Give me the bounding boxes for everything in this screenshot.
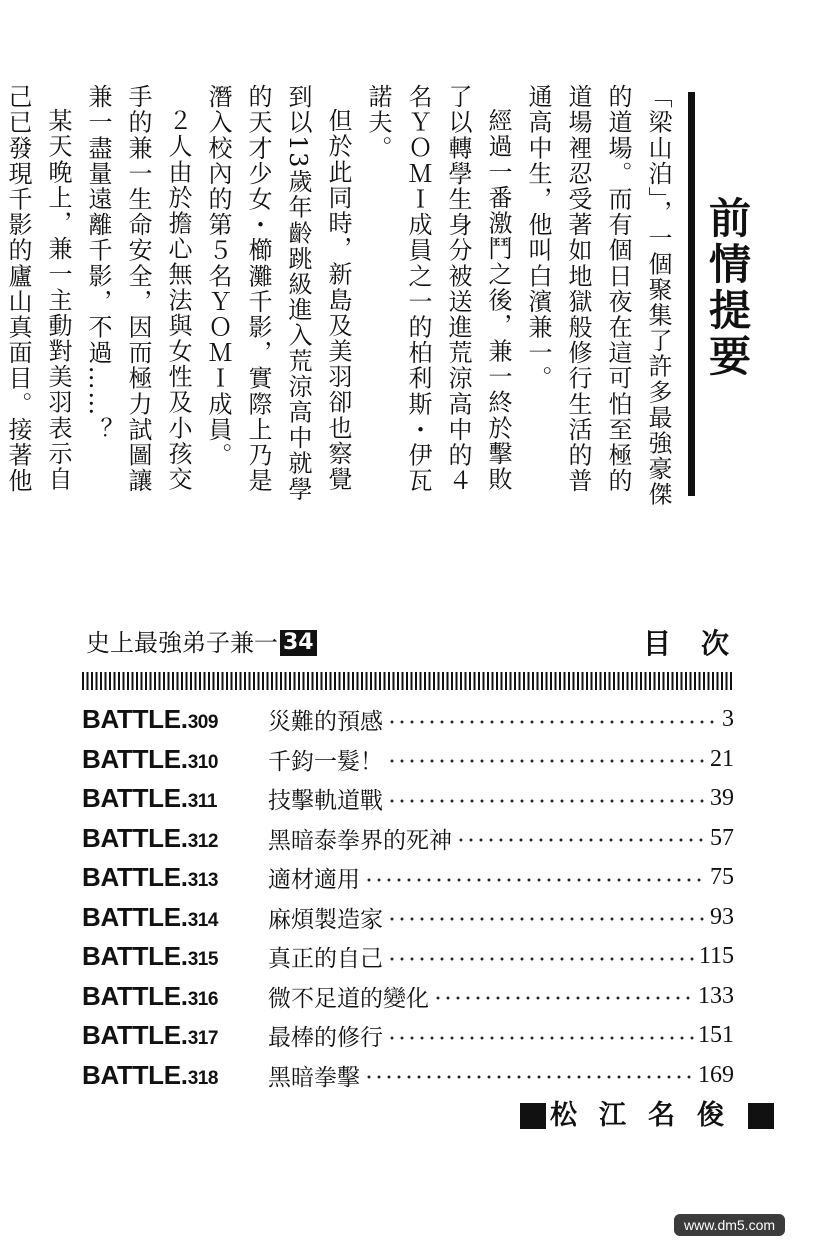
battle-label: BATTLE. [82, 941, 188, 972]
page-number: 75 [710, 864, 734, 891]
toc-entry[interactable] [82, 700, 734, 740]
battle-label: BATTLE. [82, 783, 188, 814]
leader-dots [387, 916, 706, 922]
synopsis-title-rule [688, 92, 695, 496]
page-number: 93 [710, 903, 734, 930]
leader-dots [433, 995, 694, 1001]
battle-label: BATTLE. [82, 704, 188, 735]
leader-dots [364, 877, 706, 883]
chapter-title: 適材適用 [268, 867, 360, 894]
chapter-title: 微不足道的變化 [268, 985, 429, 1012]
page-number: 39 [710, 785, 734, 812]
site-watermark: www.dm5.com [674, 1214, 785, 1236]
battle-number: 311 [187, 791, 217, 813]
leader-dots [387, 956, 695, 962]
toc-battle [82, 744, 268, 775]
toc-battle [82, 902, 268, 933]
leader-dots [387, 719, 718, 725]
leader-dots [387, 798, 706, 804]
synopsis-paragraph: 「梁山泊」，一個聚集了許多最強豪傑的道場。而有個日夜在這可怕至極的道場裡忍受著如地獄般修行生活的普通高中生，他叫白濱兼一。 [524, 84, 672, 508]
leader-dots [387, 1035, 694, 1041]
toc-divider [82, 672, 734, 690]
toc-entry[interactable] [82, 937, 734, 977]
toc-entry[interactable] [82, 898, 734, 938]
synopsis-paragraph: ２人由於擔心無法與女性及小孩交手的兼一生命安全，因而極力試圖讓兼一盡量遠離千影，不過……？ [84, 84, 192, 494]
toc-entry[interactable] [82, 819, 734, 859]
chapter-title: 黑暗拳擊 [268, 1064, 360, 1091]
battle-label: BATTLE. [82, 862, 188, 893]
toc-entry[interactable] [82, 779, 734, 819]
synopsis-paragraph: 經過一番激鬥之後，兼一終於擊敗了以轉學生身分被送進荒涼高中的４名ＹＯＭＩ成員之一的柏利斯・伊瓦諾夫。 [364, 84, 512, 494]
toc-battle [82, 1060, 268, 1091]
page-number: 151 [698, 1022, 734, 1049]
chapter-title: 技擊軌道戰 [268, 788, 383, 815]
toc-battle [82, 704, 268, 735]
chapter-title: 災難的預感 [268, 709, 383, 736]
square-mark-icon [520, 1103, 546, 1129]
battle-number: 310 [187, 751, 218, 773]
toc-list [82, 700, 734, 1095]
toc-entry[interactable] [82, 740, 734, 780]
book-title [86, 626, 317, 660]
battle-number: 314 [187, 909, 218, 931]
chapter-title: 千鈞一髮！ [268, 748, 383, 775]
page-number: 169 [698, 1061, 734, 1088]
page-number: 57 [710, 824, 734, 851]
chapter-title: 最棒的修行 [268, 1025, 383, 1052]
page-number: 115 [698, 943, 734, 970]
battle-number: 318 [187, 1067, 218, 1089]
toc-battle [82, 941, 268, 972]
battle-label: BATTLE. [82, 822, 188, 853]
toc-entry[interactable] [82, 858, 734, 898]
synopsis-body [4, 84, 678, 514]
toc-battle [82, 862, 268, 893]
author-name: 松江名俊 [550, 1100, 746, 1131]
toc-battle [82, 1020, 268, 1051]
battle-label: BATTLE. [82, 980, 188, 1011]
battle-number: 316 [187, 988, 218, 1010]
volume-badge: 34 [280, 630, 317, 656]
battle-number: 315 [187, 949, 218, 971]
page-number: 3 [722, 706, 734, 733]
synopsis-title: 前情提要 [703, 196, 752, 380]
battle-label: BATTLE. [82, 1059, 188, 1090]
chapter-title: 麻煩製造家 [268, 906, 383, 933]
toc-heading: 目次 [643, 627, 760, 660]
battle-label: BATTLE. [82, 743, 188, 774]
chapter-title: 真正的自己 [268, 946, 383, 973]
author-credit [520, 1098, 774, 1134]
battle-label: BATTLE. [82, 901, 188, 932]
leader-dots [387, 758, 706, 764]
battle-number: 313 [187, 870, 218, 892]
toc-entry[interactable] [82, 1056, 734, 1096]
synopsis-paragraph: 某天晚上，兼一主動對美羽表示自己已發現千影的廬山真面目。接著他 [4, 84, 72, 494]
leader-dots [364, 1074, 694, 1080]
square-mark-icon [748, 1103, 774, 1129]
battle-number: 317 [187, 1028, 218, 1050]
chapter-title: 黑暗泰拳界的死神 [268, 827, 452, 854]
battle-number: 312 [187, 830, 218, 852]
toc-battle [82, 981, 268, 1012]
toc-battle [82, 823, 268, 854]
toc-entry[interactable] [82, 1016, 734, 1056]
toc-battle [82, 783, 268, 814]
battle-label: BATTLE. [82, 1020, 188, 1051]
leader-dots [456, 837, 706, 843]
synopsis-paragraph: 但於此同時，新島及美羽卻也察覺到以13歲年齡跳級進入荒涼高中就學的天才少女・櫛灘千影，實際上乃是潛入校內的第５名ＹＯＭＩ成員。 [204, 84, 352, 502]
page-number: 133 [698, 982, 734, 1009]
book-title-text: 史上最強弟子兼一 [86, 629, 278, 657]
toc-entry[interactable] [82, 977, 734, 1017]
battle-number: 309 [187, 712, 218, 734]
page-number: 21 [710, 745, 734, 772]
